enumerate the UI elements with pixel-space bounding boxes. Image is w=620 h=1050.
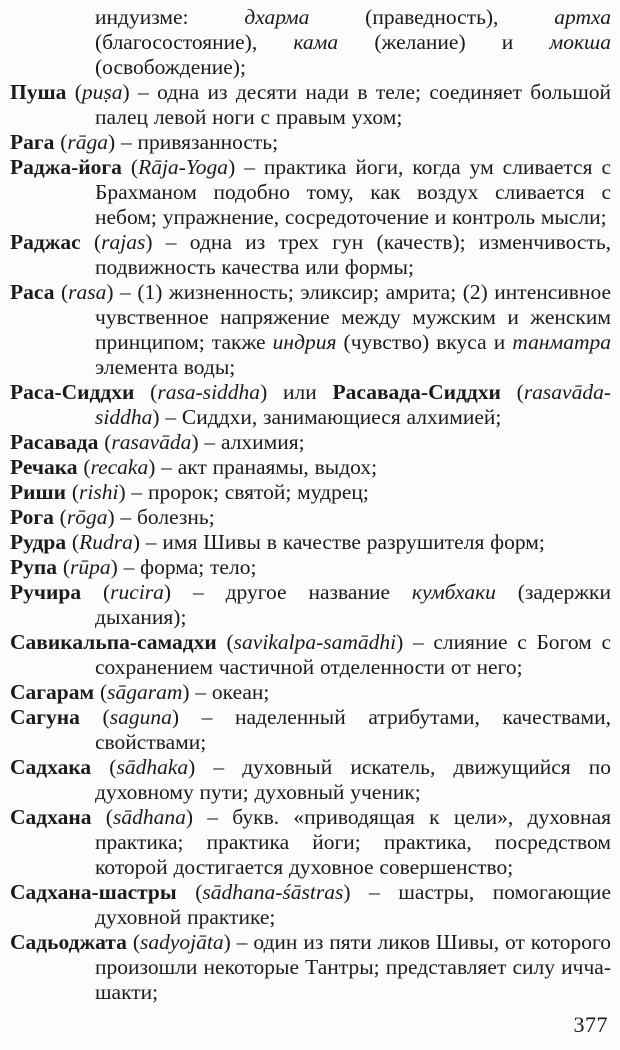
glossary-entry xyxy=(10,230,611,280)
term-italic: rāga xyxy=(67,130,108,154)
definition-text: ) – океан; xyxy=(182,680,270,704)
definition-text: ( xyxy=(500,380,524,404)
term-italic: rasavāda-siddha xyxy=(95,380,611,429)
definition-text: ( xyxy=(66,80,82,104)
glossary-entry xyxy=(10,280,611,380)
headword: Раджа-йога xyxy=(10,155,122,179)
definition-text: ( xyxy=(216,630,234,654)
glossary-entry xyxy=(10,5,611,80)
definition-text: ) – слияние с Богом с сохранением частичной отделенности от него; xyxy=(95,630,611,679)
term-italic: rucira xyxy=(110,580,164,604)
glossary-entry xyxy=(10,480,611,505)
term-italic: sādhana xyxy=(112,805,186,829)
glossary-entry xyxy=(10,530,611,555)
term-italic: rasavāda xyxy=(111,430,192,454)
glossary-entry xyxy=(10,680,611,705)
term-italic: sāgaram xyxy=(107,680,183,704)
headword: Рага xyxy=(10,130,55,154)
headword: Расавада xyxy=(10,430,99,454)
term-italic: мокша xyxy=(549,30,612,54)
term-italic: rūpa xyxy=(70,555,111,579)
definition-text: ( xyxy=(80,230,102,254)
definition-text: (задержки дыхания); xyxy=(95,580,611,629)
glossary-entry xyxy=(10,130,611,155)
page-number: 377 xyxy=(573,1012,608,1037)
term-italic: дхарма xyxy=(244,5,310,29)
definition-text: ( xyxy=(54,280,69,304)
definition-text: ) – другое название xyxy=(163,580,412,604)
definition-text: ( xyxy=(77,455,91,479)
definition-text: ( xyxy=(94,680,108,704)
term-italic: артха xyxy=(554,5,611,29)
definition-text: (благосостояние), xyxy=(95,30,294,54)
term-italic: танматра xyxy=(512,330,612,354)
glossary-entry xyxy=(10,380,611,430)
headword: Ручира xyxy=(10,580,82,604)
term-italic: sādhaka xyxy=(116,755,189,779)
definition-text: элемента воды; xyxy=(95,355,236,379)
definition-text: ( xyxy=(91,755,117,779)
definition-text: ) – наделенный атрибутами, качествами, свойствами; xyxy=(95,705,611,754)
definition-text: ( xyxy=(53,505,67,529)
headword: Сагарам xyxy=(10,680,95,704)
headword: Раджас xyxy=(10,230,81,254)
definition-text: ) – алхимия; xyxy=(191,430,305,454)
glossary-entry xyxy=(10,430,611,455)
definition-text: ( xyxy=(66,480,80,504)
definition-text: ( xyxy=(91,805,113,829)
definition-text: ( xyxy=(121,155,139,179)
headword: Сагуна xyxy=(10,705,80,729)
headword: Пуша xyxy=(10,80,67,104)
headword: Садхана xyxy=(10,805,92,829)
definition-text: ) – шастры, помогающие духовной практике; xyxy=(95,880,611,929)
term-italic: puṣa xyxy=(81,80,123,104)
headword: Савикальпа-самадхи xyxy=(10,630,217,654)
headword: Риши xyxy=(10,480,67,504)
term-italic: savikalpa-samādhi xyxy=(233,630,397,654)
headword: Рудра xyxy=(10,530,67,554)
glossary-entry xyxy=(10,80,611,130)
term-italic: индрия xyxy=(272,330,337,354)
term-italic: sādhana-śāstras xyxy=(202,880,344,904)
glossary-entry xyxy=(10,755,611,805)
headword: Садхана-шастры xyxy=(10,880,177,904)
glossary-entry xyxy=(10,630,611,680)
definition-text: ( xyxy=(54,130,68,154)
glossary-entry xyxy=(10,155,611,230)
headword: Раса-Сиддхи xyxy=(10,380,135,404)
definition-text: индуизме: xyxy=(95,5,245,29)
term-italic: rasa-siddha xyxy=(157,380,261,404)
headword: Речака xyxy=(10,455,78,479)
glossary-entry xyxy=(10,880,611,930)
glossary-entry xyxy=(10,555,611,580)
definition-text: ) – имя Шивы в качестве разрушителя форм; xyxy=(132,530,545,554)
definition-text: ( xyxy=(66,530,80,554)
definition-text: ) – привязанность; xyxy=(108,130,279,154)
term-italic: sadyojāta xyxy=(139,930,224,954)
definition-text: ( xyxy=(79,705,110,729)
definition-text: ( xyxy=(126,930,140,954)
glossary-entry xyxy=(10,505,611,530)
definition-text: ( xyxy=(134,380,158,404)
definition-text: ( xyxy=(81,580,111,604)
definition-text: (желание) и xyxy=(338,30,550,54)
headword: Расавада-Сиддхи xyxy=(332,380,501,404)
term-italic: кама xyxy=(293,30,339,54)
definition-text: ) – пророк; святой; мудрец; xyxy=(118,480,369,504)
definition-text: ) – одна из десяти нади в теле; соединяет большой палец левой ноги с правым ухом; xyxy=(95,80,612,129)
term-italic: rishi xyxy=(79,480,119,504)
definition-text: (праведность), xyxy=(309,5,555,29)
glossary-entry xyxy=(10,805,611,880)
definition-text: ) – Сиддхи, занимающиеся алхимией; xyxy=(152,405,502,429)
term-italic: rōga xyxy=(66,505,108,529)
term-italic: rasa xyxy=(68,280,107,304)
definition-text: ) – один из пяти ликов Шивы, от которого произошли некоторые Тантры; представляет силу ичча-шакти; xyxy=(95,930,611,1004)
term-italic: recaka xyxy=(90,455,149,479)
definition-text: ) – болезнь; xyxy=(107,505,215,529)
headword: Садьоджата xyxy=(10,930,127,954)
definition-text: ) – духовный искатель, движущийся по духовному пути; духовный ученик; xyxy=(95,755,611,804)
definition-text: (чувство) вкуса и xyxy=(336,330,513,354)
definition-text: ) – одна из трех гун (качеств); изменчивость, подвижность качества или формы; xyxy=(95,230,611,279)
definition-text: ) – (1) жизненность; эликсир; амрита; (2) интенсивное чувственное напряжение между мужским и женским принципом; также xyxy=(95,280,612,354)
definition-text: ( xyxy=(98,430,112,454)
glossary-entry xyxy=(10,930,611,1005)
definition-text: (освобождение); xyxy=(95,55,246,79)
term-italic: Rāja-Yoga xyxy=(138,155,229,179)
headword: Садхака xyxy=(10,755,92,779)
definition-text: ) или xyxy=(260,380,333,404)
term-italic: saguna xyxy=(109,705,172,729)
glossary-entry xyxy=(10,580,611,630)
term-italic: rajas xyxy=(101,230,146,254)
term-italic: Rudra xyxy=(79,530,133,554)
definition-text: ) – форма; тело; xyxy=(110,555,257,579)
headword: Рупа xyxy=(10,555,58,579)
headword: Раса xyxy=(10,280,55,304)
glossary-entry xyxy=(10,705,611,755)
definition-text: ) – букв. «приводящая к цели», духовная практика; практика йоги; практика, посредством которой достигается духовное совершенство; xyxy=(95,805,611,879)
term-italic: кумбхаки xyxy=(411,580,496,604)
definition-text: ( xyxy=(176,880,203,904)
definition-text: ) – практика йоги, когда ум сливается с Брахманом подобно тому, как воздух сливается с небом; упражнение, сосредоточение и контроль мысли; xyxy=(95,155,612,229)
headword: Рога xyxy=(10,505,54,529)
definition-text: ) – акт пранаямы, выдох; xyxy=(148,455,378,479)
definition-text: ( xyxy=(57,555,70,579)
glossary-entry xyxy=(10,455,611,480)
glossary-entries xyxy=(10,5,611,1005)
